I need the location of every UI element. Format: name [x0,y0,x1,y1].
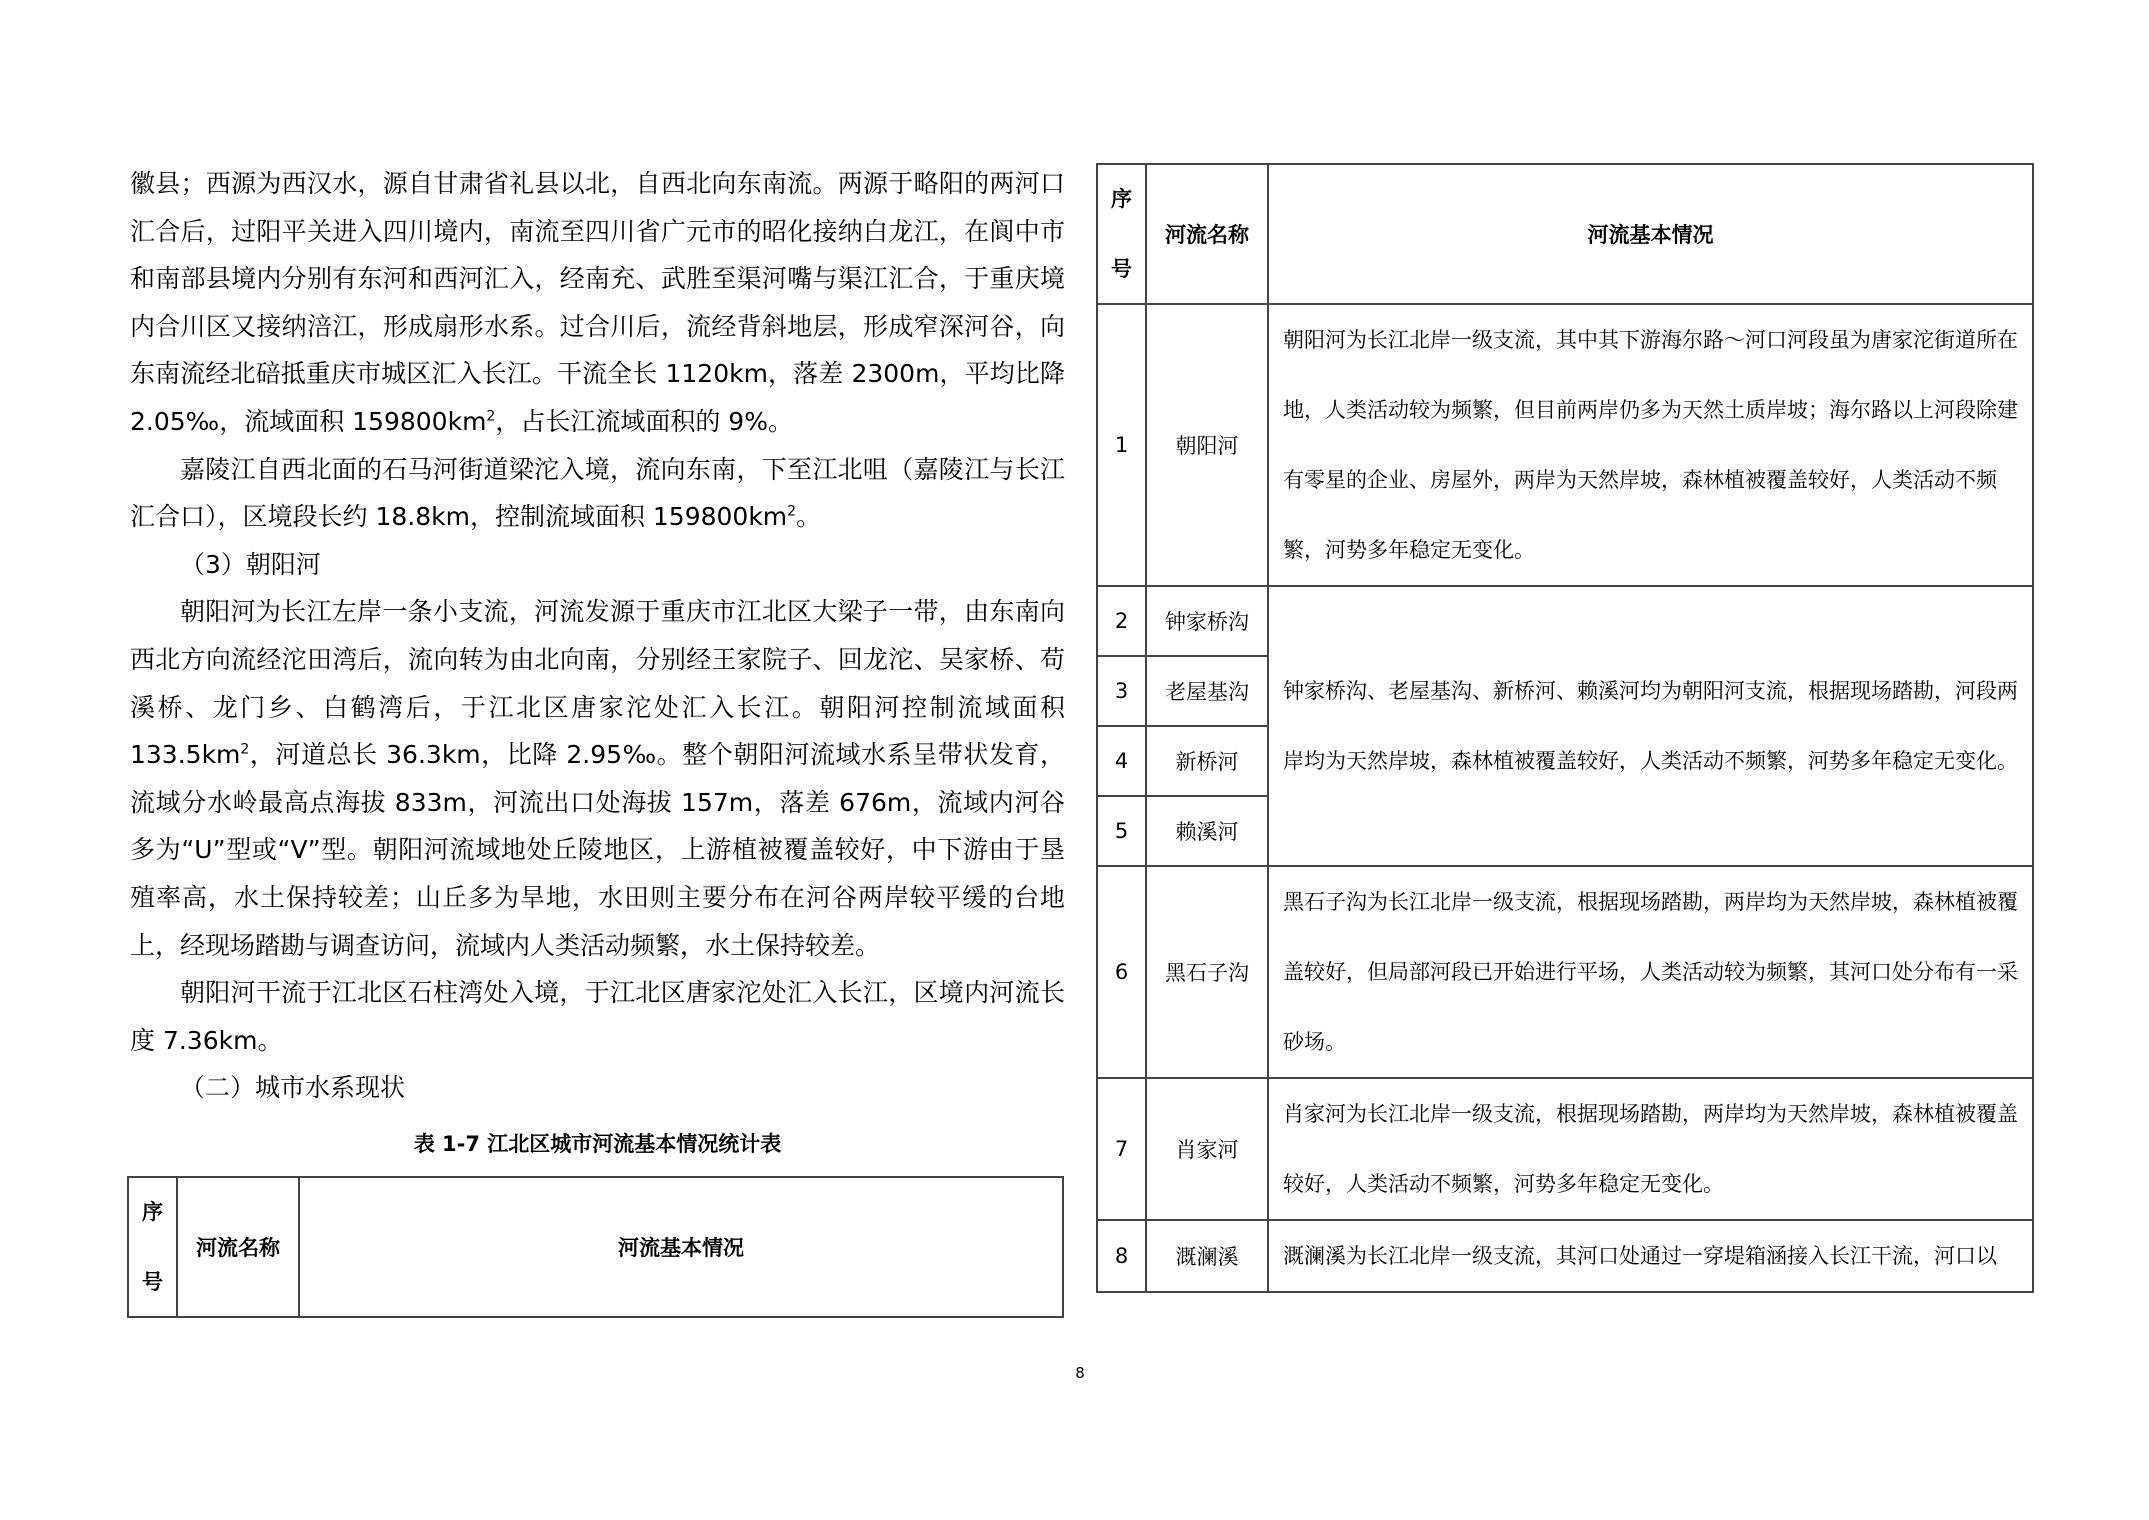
row-no: 7 [1097,1078,1146,1220]
table-row [1097,866,2033,1078]
row-river-desc: 黑石子沟为长江北岸一级支流，根据现场踏勘，两岸均为天然岸坡，森林植被覆盖较好，但局部河段已开始进行平场，人类活动较为频繁，其河口处分布有一采砂场。 [1268,866,2033,1078]
row-no: 1 [1097,304,1146,586]
row-river-name: 朝阳河 [1146,304,1268,586]
header-no: 序 号 [1097,164,1146,304]
table-header-row [128,1177,1063,1317]
header-river-name: 河流名称 [1146,164,1268,304]
row-no: 3 [1097,656,1146,726]
table-caption: 表 1-7 江北区城市河流基本情况统计表 [413,1132,782,1156]
row-river-name: 溉澜溪 [1146,1220,1268,1292]
paragraph-jialing-source: 徽县；西源为西汉水，源自甘肃省礼县以北，自西北向东南流。两源于略阳的两河口汇合后，过阳平关进入四川境内，南流至四川省广元市的昭化接纳白龙江，在阆中市和南部县境内分别有东河和西河汇入，经南充、武胜至渠河嘴与渠江汇合，于重庆境内合川区又接纳涪江，形成扇形水系。过合川后，流经背斜地层，形成窄深河谷，向东南流经北碚抵重庆市城区汇入长江。干流全长 1120km，落差 2300m，平均比降 2.05‰，流域面积 $159800km^2$，占长江流域面积的 9%。 [130,169,1065,436]
row-river-name: 黑石子沟 [1146,866,1268,1078]
header-no: 序 号 [128,1177,177,1317]
paragraph-chaoyang-mainstream: 朝阳河干流于江北区石柱湾处入境，于江北区唐家沱处汇入长江，区境内河流长度 7.36km。 [130,978,1065,1055]
row-no: 2 [1097,586,1146,656]
row-river-name: 赖溪河 [1146,796,1268,866]
row-river-desc: 朝阳河为长江北岸一级支流，其中其下游海尔路～河口河段虽为唐家沱街道所在地，人类活动较为频繁，但目前两岸仍多为天然土质岸坡；海尔路以上河段除建有零星的企业、房屋外，两岸为天然岸坡，森林植被覆盖较好，人类活动不频繁，河势多年稳定无变化。 [1268,304,2033,586]
row-no: 4 [1097,726,1146,796]
table-row [1097,304,2033,586]
row-river-name: 老屋基沟 [1146,656,1268,726]
river-table-right [1096,163,2034,1293]
row-river-desc-group: 钟家桥沟、老屋基沟、新桥河、赖溪河均为朝阳河支流，根据现场踏勘，河段两岸均为天然岸坡，森林植被覆盖较好，人类活动不频繁，河势多年稳定无变化。 [1268,586,2033,866]
river-table-left [127,1176,1064,1318]
row-river-name: 钟家桥沟 [1146,586,1268,656]
header-river-desc: 河流基本情况 [299,1177,1063,1317]
left-column [130,160,1065,1112]
table-header-row [1097,164,2033,304]
row-river-name: 肖家河 [1146,1078,1268,1220]
header-river-desc: 河流基本情况 [1268,164,2033,304]
row-no: 6 [1097,866,1146,1078]
section-heading-chaoyang: （3）朝阳河 [180,549,321,579]
row-river-name: 新桥河 [1146,726,1268,796]
row-no: 5 [1097,796,1146,866]
page-number: 8 [1075,1364,1085,1382]
table-row [1097,1078,2033,1220]
row-no: 8 [1097,1220,1146,1292]
paragraph-chaoyang: 朝阳河为长江左岸一条小支流，河流发源于重庆市江北区大梁子一带，由东南向西北方向流经沱田湾后，流向转为由北向南，分别经王家院子、回龙沱、吴家桥、苟溪桥、龙门乡、白鹤湾后，于江北区唐家沱处汇入长江。朝阳河控制流域面积 $133.5km^2$，河道总长 36.3km，比降 2.95‰。整个朝阳河流域水系呈带状发育，流域分水岭最高点海拔 833m，河流出口处海拔 157m，落差 676m，流域内河谷多为“U”型或“V”型。朝阳河流域地处丘陵地区，上游植被覆盖较好，中下游由于垦殖率高，水土保持较差；山丘多为旱地，水田则主要分布在河谷两岸较平缓的台地上，经现场踏勘与调查访问，流域内人类活动频繁，水土保持较差。 [130,597,1065,960]
section-heading-city-water: （二）城市水系现状 [180,1073,406,1103]
paragraph-jialing-district: 嘉陵江自西北面的石马河街道梁沱入境，流向东南，下至江北咀（嘉陵江与长江汇合口），区境段长约 18.8km，控制流域面积 $159800km^2$。 [130,454,1065,532]
table-row [1097,586,2033,656]
row-river-desc: 肖家河为长江北岸一级支流，根据现场踏勘，两岸均为天然岸坡，森林植被覆盖较好，人类活动不频繁，河势多年稳定无变化。 [1268,1078,2033,1220]
table-row [1097,1220,2033,1292]
header-river-name: 河流名称 [177,1177,299,1317]
row-river-desc: 溉澜溪为长江北岸一级支流，其河口处通过一穿堤箱涵接入长江干流，河口以 [1268,1220,2033,1292]
